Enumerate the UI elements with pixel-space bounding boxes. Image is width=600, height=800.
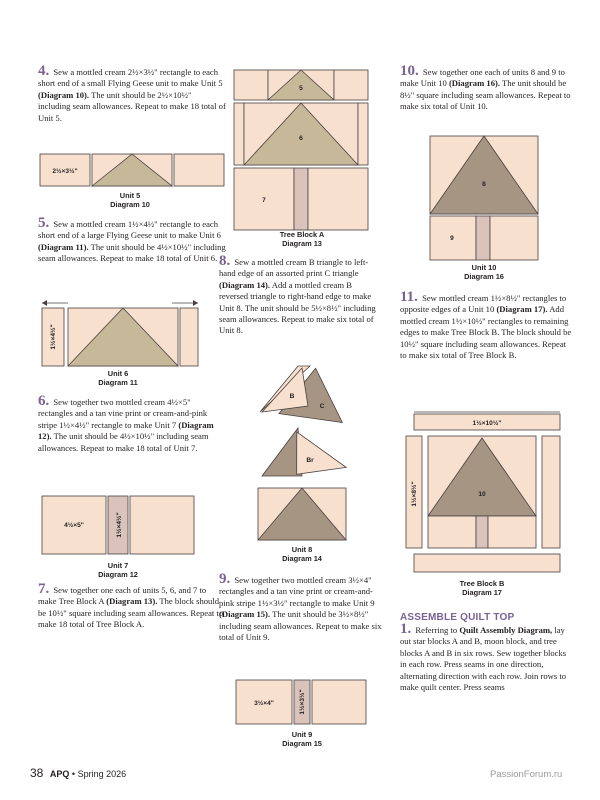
d13-u7-right [308,168,368,230]
caption-diagram-13: Tree Block A Diagram 13 [279,230,325,248]
d15-rect-label: 3½×4" [254,700,274,707]
watermark: PassionForum.ru [490,769,563,780]
step-10: 10. Sew together one each of units 8 and 9 to make Unit 10 (Diagram 16). The unit should be 8½" square including seam allowances. Repeat to make six total of Unit 10. [400,63,571,112]
diagram-10 [38,152,228,188]
d16-u8-label: 8 [482,181,486,188]
diagram-13 [232,68,372,232]
d11-rect-label: 1½×4½" [50,324,57,350]
d14-c-label: C [319,403,325,410]
d17-unit10-right [488,516,536,548]
d13-u7-label: 7 [262,197,266,204]
d10-rect-right [174,154,224,186]
step-5: 5. Sew a mottled cream 1½×4½" rectangle to each short end of a large Flying Geese unit to make Unit 6 (Diagram 11). The unit should be 4½×10½" including seam allowances. Repeat to make 18 total of Unit 6. [38,215,226,264]
right-column-2 [400,289,572,365]
caption-diagram-14: Unit 8 Diagram 14 [282,545,322,563]
d10-rect-label: 2½×3½" [52,168,78,175]
caption-diagram-17: Tree Block B Diagram 17 [459,579,505,597]
assemble-step-1: 1. Referring to Quilt Assembly Diagram, lay out star blocks A and B, moon block, and tree blocks A and B in six rows. Sew together blocks in each row. Press seams in one direction, alternating direction with each row. Join rows to make quilt center. Press seams [400,621,567,693]
d17-unit10-left [428,516,476,548]
d16-u9-label: 9 [450,235,454,242]
d13-u7-strip [294,168,308,230]
diagram-16 [428,134,542,262]
page-number: 38 [30,766,44,780]
diagram-12 [40,494,200,558]
left-column-3 [38,393,226,458]
diagram-11 [38,298,202,370]
diagram-17 [402,410,566,578]
d17-unit10-strip [476,516,488,548]
d15-rect-right [312,680,366,724]
caption-diagram-10: Unit 5 Diagram 10 [110,191,150,209]
d13-u5-label: 5 [299,85,303,92]
d14-triangle-c2 [262,428,302,476]
caption-diagram-12: Unit 7 Diagram 12 [98,561,138,579]
middle-column-2 [219,571,383,647]
step-6: 6. Sew together two mottled cream 4½×5" rectangles and a tan vine print or cream-and-pink stripe 1½×4½" rectangle to make Unit 7 (Diagram 12). The unit should be 4½×10½" including seam allowances. Repeat to make 18 total of Unit 7. [38,393,214,453]
d16-unit9-strip [476,216,490,260]
left-column-2 [38,215,226,269]
caption-diagram-16: Unit 10 Diagram 16 [464,263,504,281]
step-4: 4. Sew a mottled cream 2½×3½" rectangle to each short end of a small Flying Geese unit to make Unit 5 (Diagram 10). The unit should be 2½×10½" including seam allowances. Repeat to make 18 total of Unit 5. [38,63,226,123]
d12-strip-label: 1½×4½" [116,512,123,538]
d14-triangle-br [291,426,346,475]
d13-u5-left [234,70,268,100]
magazine-name: APQ [49,769,70,779]
section-heading-assemble: ASSEMBLE QUILT TOP [400,612,515,623]
step-7: 7. Sew together one each of units 5, 6, and 7 to make Tree Block A (Diagram 13). The block should be 10½" square including seam allowances. Repeat to make 18 total of Tree Block A. [38,581,224,630]
d17-top-label: 1½×10½" [472,420,502,427]
d13-u6-label: 6 [299,135,303,142]
d13-u6-right [358,103,368,165]
issue-label: Spring 2026 [77,769,127,779]
d13-u5-right [334,70,368,100]
left-column-4 [38,581,226,635]
d17-u10-label: 10 [478,491,486,498]
step-8: 8. Sew a mottled cream B triangle to left-hand edge of an assorted print C triangle (Diagram 14). Add a mottled cream B reversed triangle to right-hand edge to make Unit 8. The unit should be 5½×8½" including seam allowances. Repeat to make six total of Unit 8. [219,253,376,336]
d12-rect-label: 4½×5" [64,522,84,529]
diagram-14 [252,364,352,544]
page-footer [30,766,126,780]
left-column [38,63,226,128]
d17-bottom-border [414,554,560,572]
d13-u6-left [234,103,244,165]
d14-br-label: Br [306,457,314,464]
d14-triangle-b-piece [262,368,308,412]
footer-bullet: • [71,769,76,779]
d17-side-right [542,436,560,548]
step-9: 9. Sew together two mottled cream 3½×4" rectangles and a tan vine print or cream-and-pink stripe 1½×3½" rectangle to make Unit 9 (Diagram 15). The unit should be 3½×8½" including seam allowances. Repeat to make six total of Unit 9. [219,571,382,643]
d11-rect-right [180,308,198,366]
d17-side-label: 1½×8½" [411,481,418,507]
d14-b-label: B [289,393,295,400]
caption-diagram-11: Unit 6 Diagram 11 [98,369,138,387]
caption-diagram-15: Unit 9 Diagram 15 [282,730,322,748]
middle-column [219,253,383,341]
d16-unit9-right [490,216,538,260]
step-11: 11. Sew mottled cream 1½×8½" rectangles to opposite edges of a Unit 10 (Diagram 17). Add mottled cream 1½×10½" rectangles to remaining edges to make Tree Block B. The block should be 10½" square including seam allowances. Repeat to make six total of Tree Block B. [400,289,572,361]
d15-strip-label: 1½×3½" [299,689,306,715]
d12-rect-right [130,496,194,554]
diagram-15 [234,678,368,728]
right-column [400,63,572,117]
right-column-3 [400,621,572,697]
